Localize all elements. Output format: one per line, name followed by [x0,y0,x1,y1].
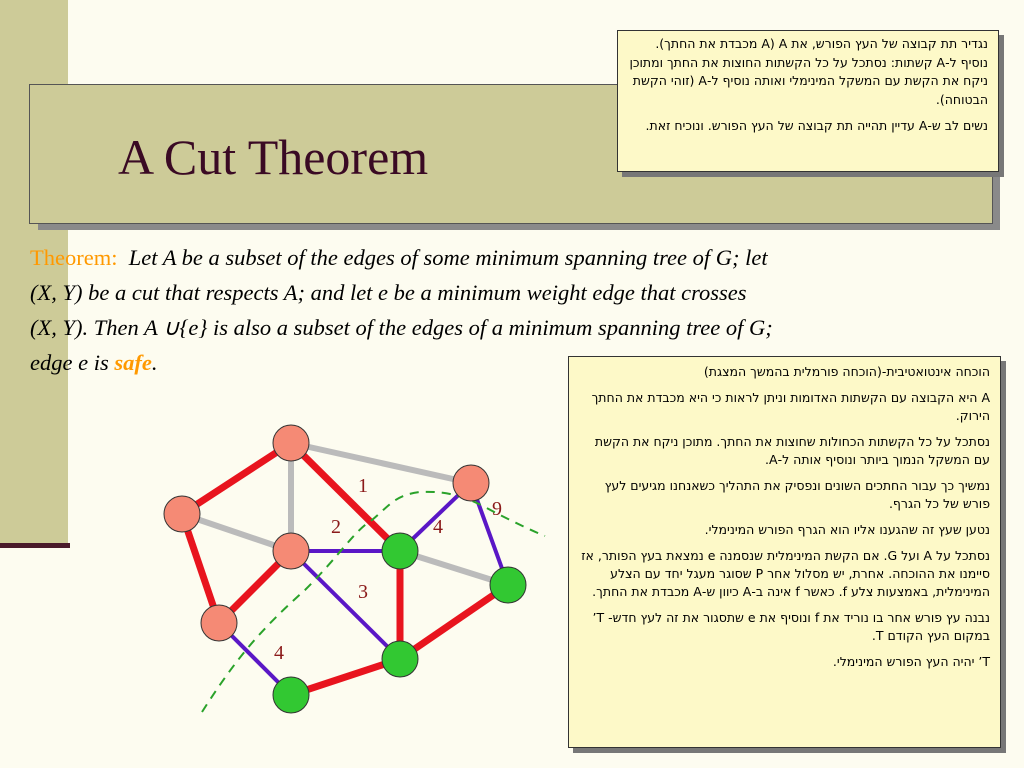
note-top-paragraph: נגדיר תת קבוצה של העץ הפורש, את A (A מכבדת את החתך). נוסיף ל-A קשתות: נסתכל על כל הקשתות החוצות את החתך ומתוכן ניקח את הקשת עם המשקל המינימלי ואותה נוסיף ל-A (זוהי הקשת הבטוחה). [629,36,988,107]
graph-edge [291,551,400,659]
note-bottom-paragraph: הוכחה אינטואטיבית-(הוכחה פורמלית בהמשך המצגת) [703,364,990,379]
note-bottom-paragraph: T’ יהיה העץ הפורש המינימלי. [832,654,990,669]
other-edges [182,443,508,585]
edge-weight-label: 4 [274,642,284,664]
slide-title: A Cut Theorem [118,129,429,185]
edge-weight-label: 4 [433,516,443,538]
graph-edge [291,443,471,483]
note-bottom-paragraph: נמשיך כך עבור החתכים השונים ונפסיק את התהליך כשאנחנו מגיעים לעץ פורש של כל הגרף. [604,478,990,511]
graph-node [273,677,309,713]
theorem-line-3: (X, Y). Then A ∪{e} is also a subset of the edges of a minimum spanning tree of G; [30,315,773,340]
theorem-line-4-prefix: edge e is [30,350,115,375]
graph-edge [182,443,291,514]
graph-node [201,605,237,641]
theorem-line-2: (X, Y) be a cut that respects A; and let e be a minimum weight edge that crosses [30,280,747,305]
note-bottom [568,356,1001,748]
theorem-line-4-suffix: . [151,350,158,375]
graph-node [273,533,309,569]
graph-node [382,533,418,569]
edge-weight-label: 3 [358,581,368,603]
graph-edge [291,443,400,551]
edge-weight-label: 9 [492,498,502,520]
edge-weight-label: 1 [358,475,368,497]
graph-node [164,496,200,532]
note-bottom-paragraph: נטען שעץ זה שהגענו אליו הוא הגרף הפורש המינימלי. [704,522,990,537]
note-bottom-paragraph: נסתכל על A ועל G. אם הקשת המינימלית שנסמנה e נמצאת בעץ הפותר, אז סיימנו את ההוכחה. אחרת, יש מסלול אחר P שסוגר מעגל יחד עם הצלע המינימלית, באמצעות צלע f. כאשר f אינה ב-A כיוון ש-A מכבדת את החתך. [581,548,990,599]
graph-node [490,567,526,603]
graph-node [382,641,418,677]
theorem-line-1: Let A be a subset of the edges of some minimum spanning tree of G; let [128,245,768,270]
note-bottom-paragraph: נסתכל על כל הקשתות הכחולות שחוצות את החתך. מתוכן ניקח את הקשת עם המשקל הנמוך ביותר ונוסיף אותה ל-A. [594,434,990,467]
note-bottom-paragraph: נבנה עץ פורש אחר בו נוריד את f ונוסיף את e שתסגור את זה לעץ חדש- T’ במקום העץ הקודם T. [592,610,990,643]
safe-word: safe [114,350,152,375]
graph-node [453,465,489,501]
note-bottom-paragraph: A היא הקבוצה עם הקשתות האדומות וניתן לראות כי היא מכבדת את החתך הירוק. [591,390,990,423]
note-top-paragraph: נשים לב ש-A עדיין תהייה תת קבוצה של העץ הפורש. ונוכיח זאת. [645,118,988,133]
theorem-label: Theorem: [30,245,118,270]
graph-node [273,425,309,461]
graph-edge [400,585,508,659]
edge-weight-label: 2 [331,516,341,538]
